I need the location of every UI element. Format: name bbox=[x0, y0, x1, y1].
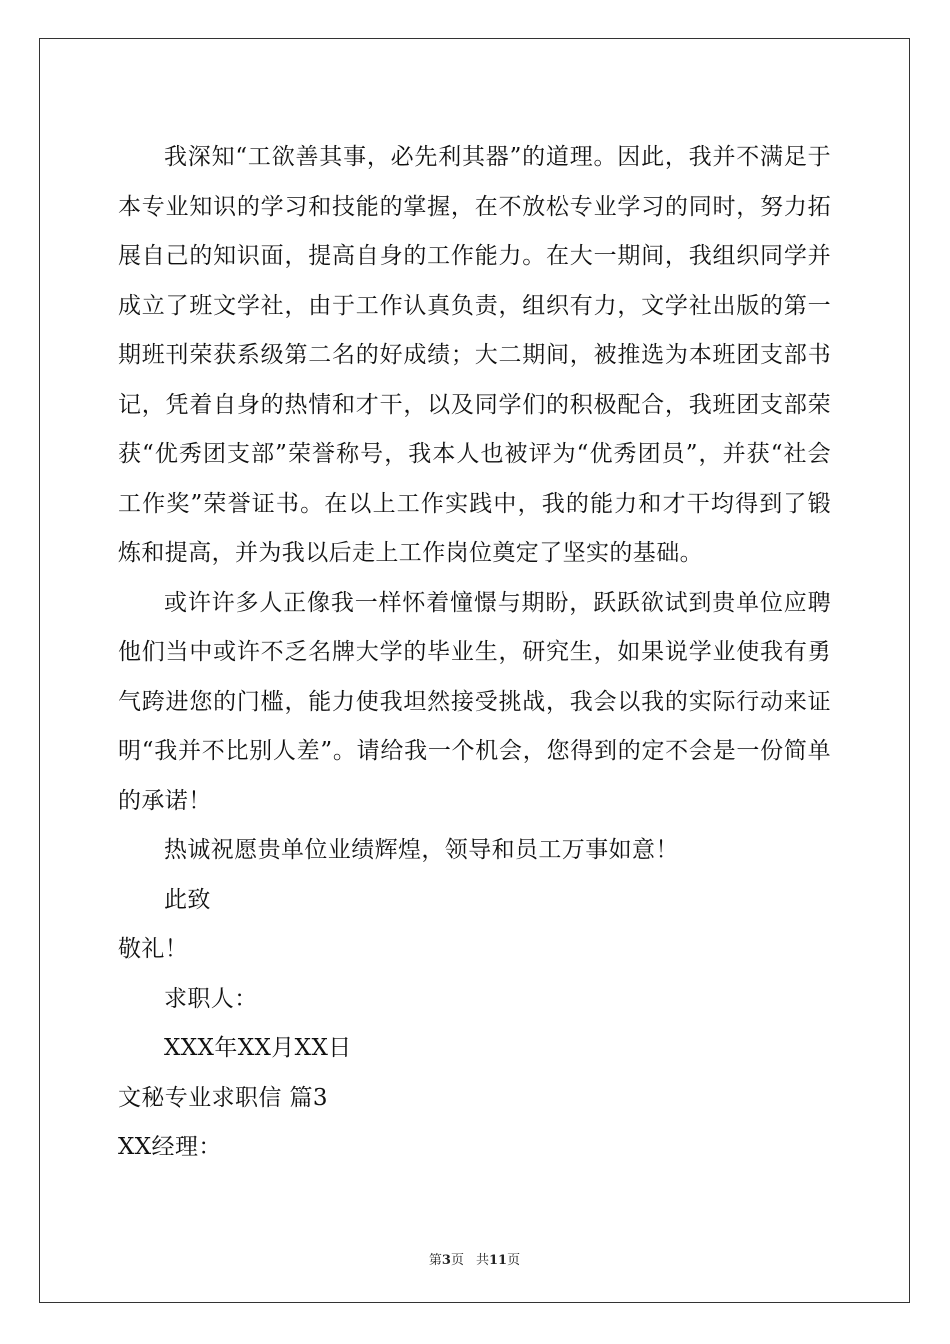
letter-body bbox=[118, 133, 831, 1173]
paragraph-wishes: 热诚祝愿贵单位业绩辉煌，领导和员工万事如意！ bbox=[164, 837, 679, 863]
salute-text: 敬礼！ bbox=[118, 936, 189, 962]
page-current: 3 bbox=[441, 1253, 451, 1268]
page-prefix: 第 bbox=[428, 1253, 442, 1268]
paragraph-opportunity: 或许许多人正像我一样怀着憧憬与期盼，跃跃欲试到贵单位应聘他们当中或许不乏名牌大学的毕业生，研究生，如果说学业使我有勇气跨进您的门槛，能力使我坦然接受挑战，我会以我的实际行动来证明“我并不比别人差”。请给我一个机会，您得到的定不会是一份简单的承诺！ bbox=[118, 589, 831, 814]
total-suffix: 页 bbox=[507, 1253, 521, 1268]
page-mid: 页 bbox=[450, 1253, 464, 1268]
total-prefix: 共 bbox=[475, 1253, 489, 1268]
page-footer bbox=[40, 1249, 909, 1268]
date-text: XXX年XX月XX日 bbox=[164, 1035, 352, 1061]
document-page bbox=[39, 38, 910, 1303]
paragraph-skills: 我深知“工欲善其事，必先利其器”的道理。因此，我并不满足于本专业知识的学习和技能的掌握，在不放松专业学习的同时，努力拓展自己的知识面，提高自身的工作能力。在大一期间，我组织同学并成立了班文学社，由于工作认真负责，组织有力，文学社出版的第一期班刊荣获系级第二名的好成绩；大二期间，被推选为本班团支部书记，凭着自身的热情和才干，以及同学们的积极配合，我班团支部荣获“优秀团支部”荣誉称号，我本人也被评为“优秀团员”，并获“社会工作奖”荣誉证书。在以上工作实践中，我的能力和才干均得到了锻炼和提高，并为我以后走上工作岗位奠定了坚实的基础。 bbox=[118, 144, 831, 566]
section-title: 文秘专业求职信 篇3 bbox=[118, 1084, 328, 1111]
closing-text: 此致 bbox=[164, 886, 211, 913]
addressee-text: XX经理： bbox=[118, 1134, 222, 1160]
page-total: 11 bbox=[488, 1253, 508, 1268]
applicant-label: 求职人： bbox=[164, 985, 258, 1012]
